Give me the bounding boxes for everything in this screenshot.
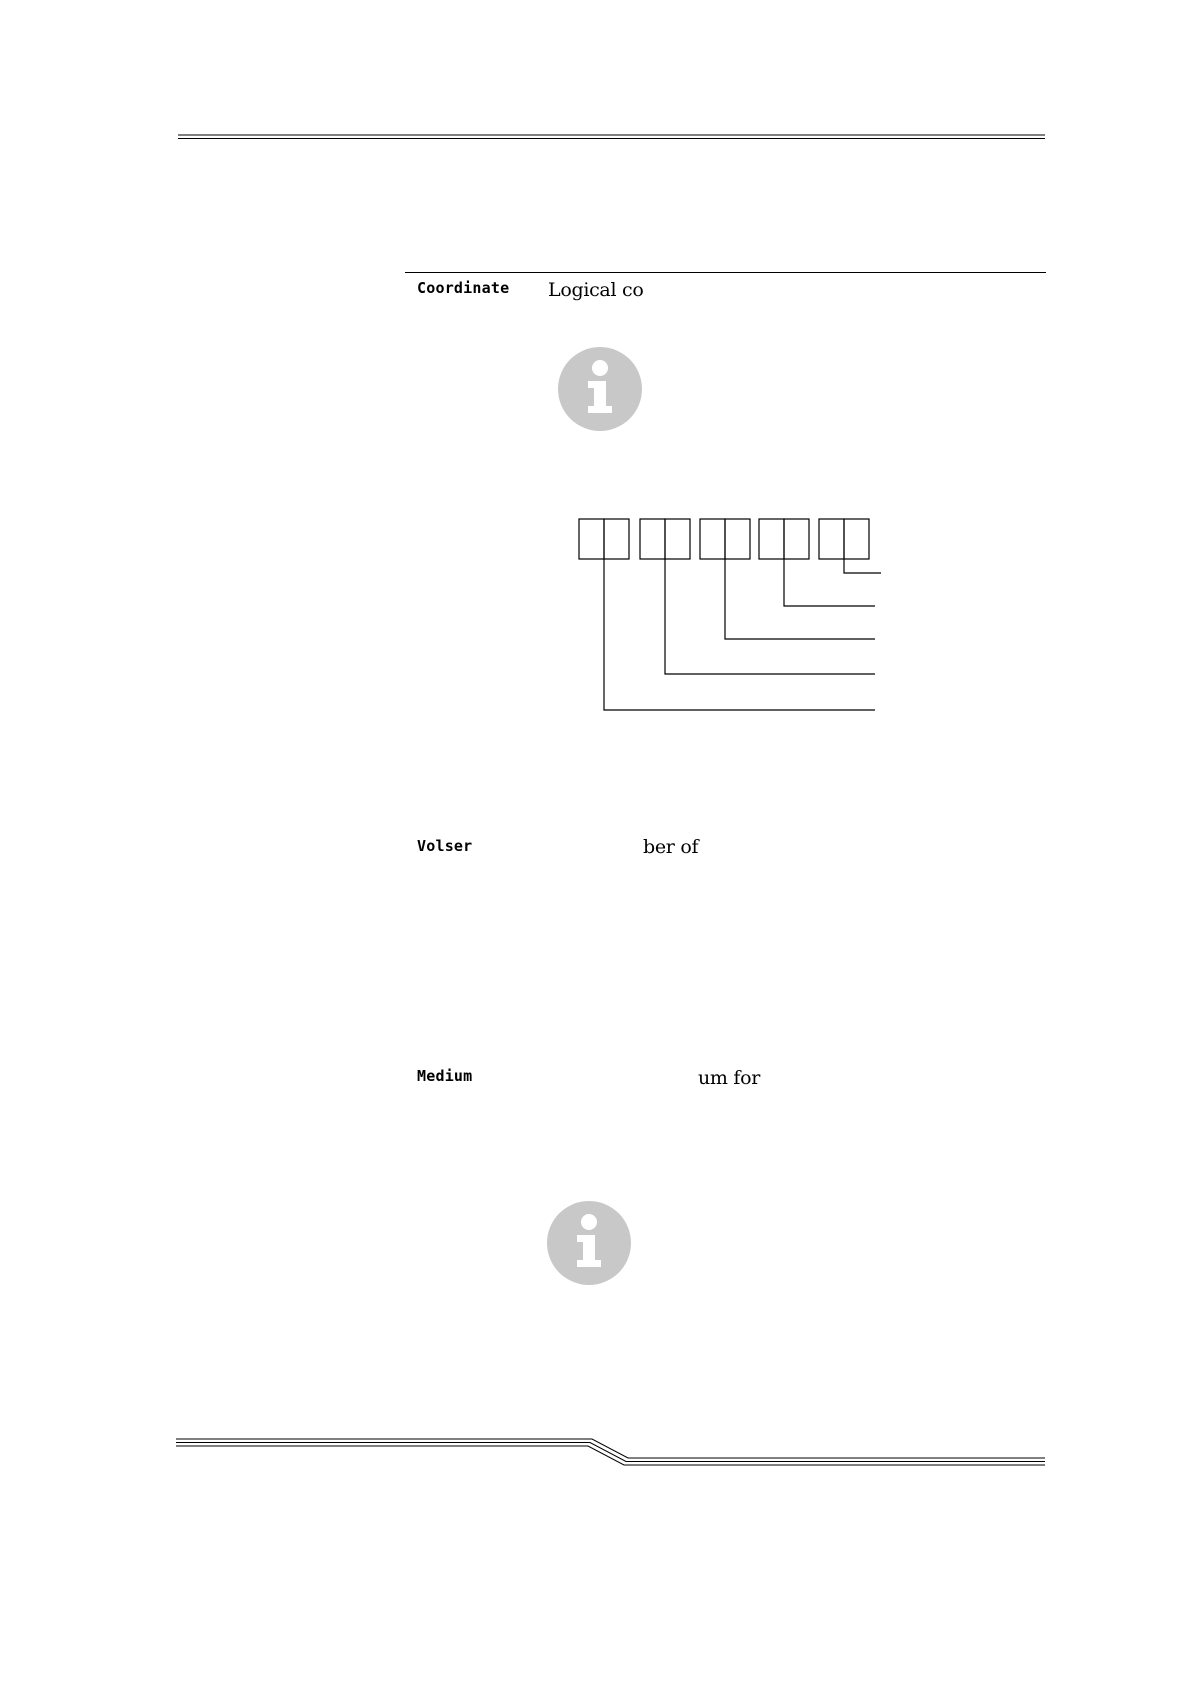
digit-box [604,519,629,559]
digit-box [579,519,604,559]
definition-volser: ber of [643,836,699,858]
leader-line [604,559,875,710]
section-rule [405,272,1046,273]
header-rule [178,134,1046,142]
digit-box [665,519,690,559]
digit-box [759,519,784,559]
coordinate-diagram [575,515,885,715]
digit-box [700,519,725,559]
info-icon [546,1200,632,1286]
term-medium: Medium [417,1067,473,1085]
digit-box [784,519,809,559]
digit-box [640,519,665,559]
info-icon [557,346,643,432]
definition-medium: um for [698,1067,761,1089]
leader-line [665,559,875,674]
definition-coordinate: Logical co [548,279,644,301]
digit-box [844,519,869,559]
digit-box [819,519,844,559]
term-volser: Volser [417,837,473,855]
leader-line [784,559,875,606]
footer-rule [176,1438,1046,1468]
leader-line [844,559,881,573]
term-coordinate: Coordinate [417,279,510,297]
leader-line [725,559,875,639]
digit-box [725,519,750,559]
